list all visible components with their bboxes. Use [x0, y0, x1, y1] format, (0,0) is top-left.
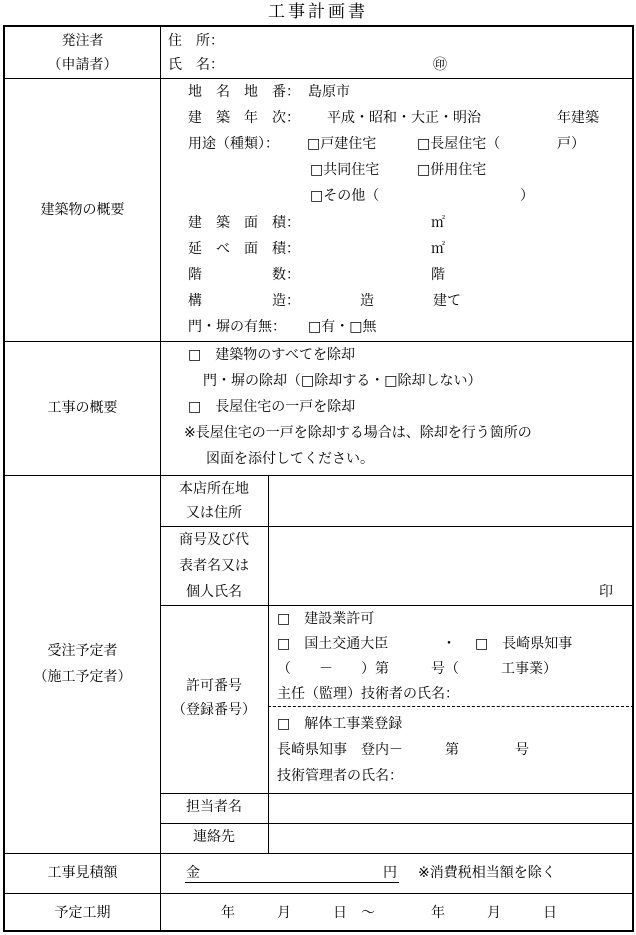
- chief-engineer-label: 主任（監理）技術者の氏名：: [277, 686, 459, 702]
- trade-name-label-end: 個人氏名: [186, 584, 242, 600]
- divider: [5, 475, 634, 476]
- building-label: 建築物の概要: [40, 202, 125, 218]
- work-option-row-house: □ 長屋住宅の一戸を除却: [188, 399, 356, 415]
- tax-note: ※消費税相当額を除く: [418, 865, 556, 881]
- demolition-registration: □ 解体工事業登録: [277, 716, 403, 732]
- seal-mark: ㊞: [433, 57, 447, 73]
- work-note: ※長屋住宅の一戸を除却する場合は、除却を行う箇所の: [184, 425, 532, 441]
- structure-unit: 造: [360, 293, 374, 309]
- estimate-yen: 円: [383, 865, 397, 881]
- lot-value: 島原市: [308, 84, 350, 100]
- lot-label: 地 名 地 番：: [188, 84, 300, 100]
- work-note-cont: 図面を添付してください。: [206, 451, 374, 467]
- separator-dot: ・: [442, 636, 456, 652]
- technical-manager-label: 技術管理者の氏名：: [277, 768, 403, 784]
- estimate-underline: [185, 882, 399, 883]
- floor-area-unit: ㎡: [431, 241, 445, 257]
- contact-person-label: 担当者名: [186, 799, 242, 815]
- use-other: □その他（: [310, 188, 380, 204]
- work-label: 工事の概要: [47, 400, 118, 416]
- use-label: 用途（種類）：: [188, 136, 279, 152]
- estimate-prefix: 金: [186, 865, 200, 881]
- use-row-house: □長屋住宅（: [417, 136, 501, 152]
- area-label: 建 築 面 積：: [188, 215, 300, 231]
- divider: [160, 27, 161, 932]
- trade-name-label-cont: 表者名又は: [179, 558, 249, 574]
- contact-label: 連絡先: [193, 829, 235, 845]
- dashed-divider: [268, 706, 634, 707]
- name-label: 氏 名：: [168, 57, 224, 73]
- governor-option: □ 長崎県知事: [475, 636, 573, 652]
- use-other-close: ）: [520, 188, 534, 204]
- hq-label: 本店所在地: [179, 481, 249, 497]
- divider: [160, 526, 634, 527]
- applicant-label: 発注者: [61, 33, 104, 49]
- use-apartment: □共同住宅: [310, 162, 380, 178]
- divider: [5, 341, 634, 342]
- permit-sub-label: （登録番号）: [172, 702, 256, 718]
- permit-label: 許可番号: [186, 678, 242, 694]
- hq-label-cont: 又は住所: [186, 505, 242, 521]
- address-label: 住 所：: [168, 33, 224, 49]
- use-mixed: □併用住宅: [417, 162, 487, 178]
- divider: [160, 823, 634, 824]
- registration-number-line: 長崎県知事 登内－ 第 号: [277, 742, 529, 758]
- era-options: 平成・昭和・大正・明治: [327, 110, 481, 126]
- license-number-line: （ － ）第 号（ 工事業）: [277, 661, 557, 677]
- structure-label: 構 造：: [188, 293, 300, 309]
- stories-label: 階 数：: [188, 267, 300, 283]
- divider: [160, 793, 634, 794]
- divider: [5, 853, 634, 854]
- minister-option: □ 国土交通大臣: [277, 636, 389, 652]
- work-gate-option: 門・塀の除却（□除却する・□除却しない）: [203, 373, 482, 389]
- divider: [5, 78, 634, 79]
- divider: [5, 893, 634, 894]
- document-title: 工事計画書: [268, 2, 368, 22]
- year-label: 建 築 年 次：: [188, 110, 300, 126]
- gate-label: 門・塀の有無：: [188, 319, 286, 335]
- stories-unit: 階: [431, 267, 445, 283]
- structure-stories: 建て: [433, 293, 461, 309]
- schedule-dates: 年 月 日 ～ 年 月 日: [221, 905, 557, 921]
- trade-name-label: 商号及び代: [179, 532, 249, 548]
- divider: [160, 605, 634, 606]
- contractor-label: 受注予定者: [47, 643, 118, 659]
- schedule-label: 予定工期: [54, 905, 111, 921]
- area-unit: ㎡: [431, 215, 445, 231]
- use-row-unit: 戸）: [557, 136, 585, 152]
- plan-form: [3, 25, 634, 932]
- use-detached: □戸建住宅: [307, 136, 377, 152]
- seal-mark: 印: [599, 584, 613, 600]
- year-suffix: 年建築: [557, 110, 599, 126]
- floor-area-label: 延 べ 面 積：: [188, 241, 300, 257]
- divider: [268, 475, 269, 853]
- contractor-sub-label: （施工予定者）: [33, 669, 132, 685]
- gate-options: □有・□無: [308, 319, 377, 335]
- construction-license: □ 建設業許可: [277, 611, 375, 627]
- estimate-label: 工事見積額: [47, 865, 118, 881]
- applicant-sub-label: （申請者）: [47, 57, 118, 73]
- work-option-all: □ 建築物のすべてを除却: [188, 347, 355, 363]
